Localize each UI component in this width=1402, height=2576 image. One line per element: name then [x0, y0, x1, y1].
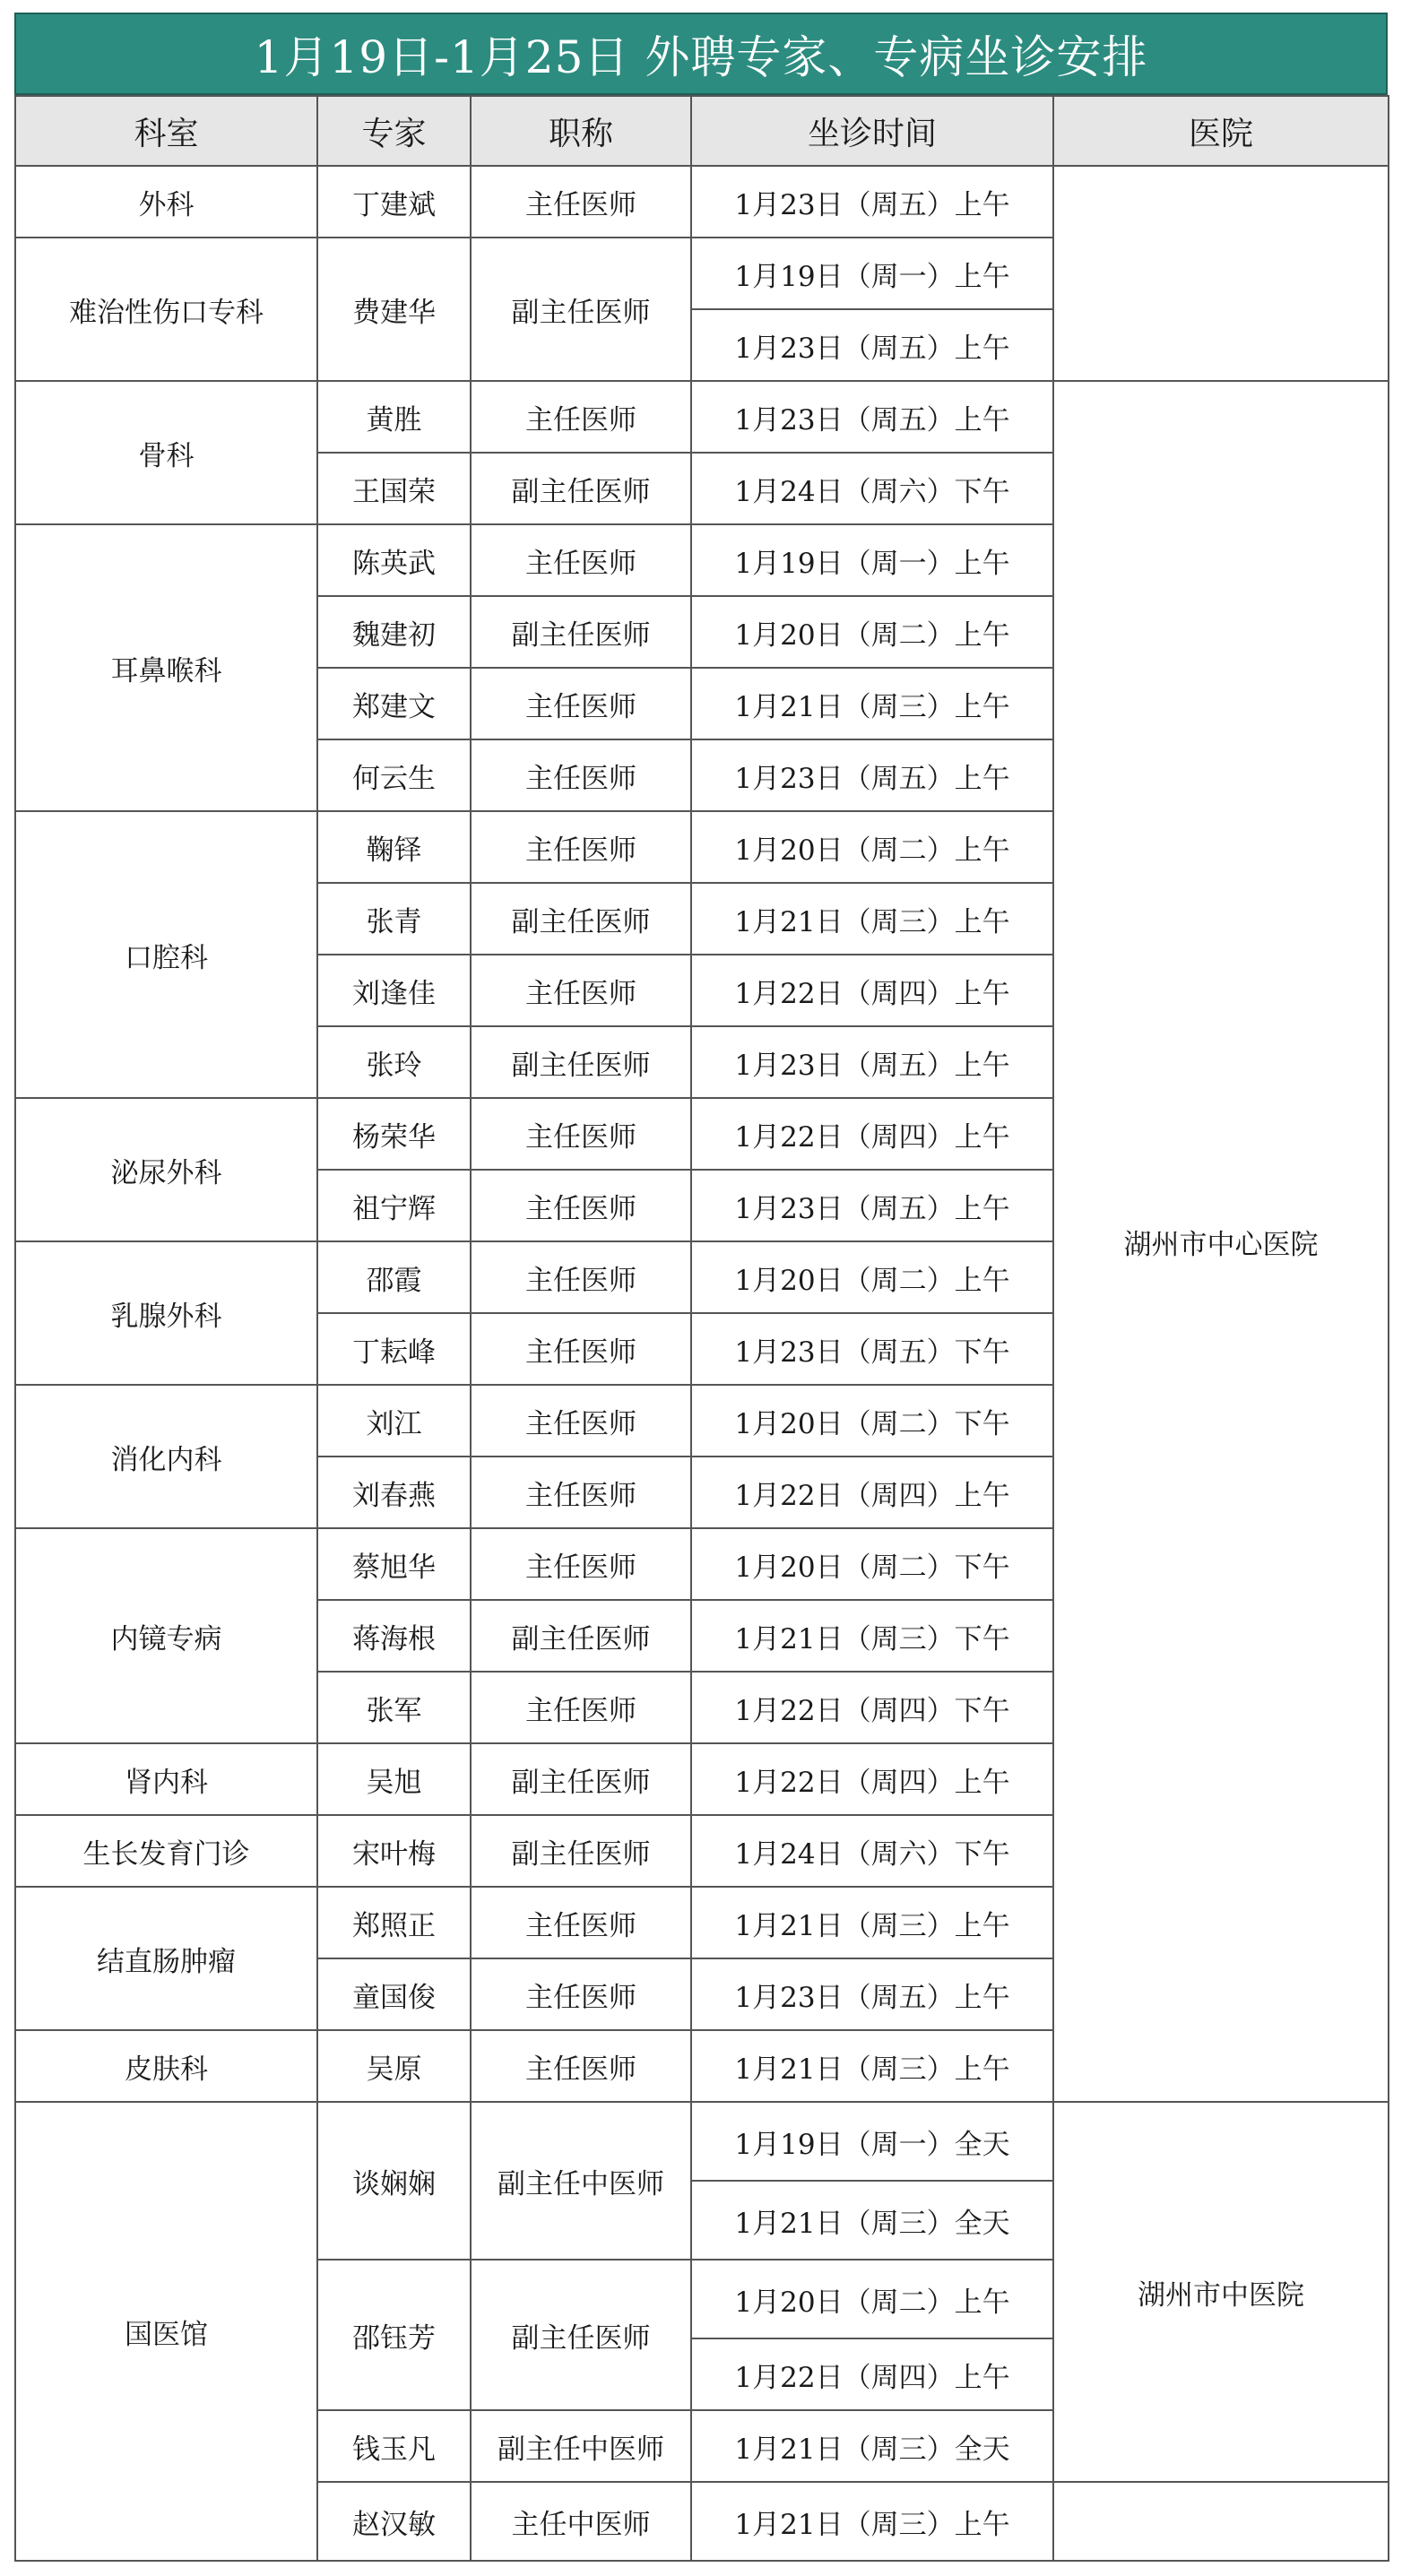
- rank-cell: 主任中医师: [471, 2482, 691, 2561]
- rank-cell: 主任医师: [471, 1528, 691, 1600]
- table-row: [15, 381, 1389, 453]
- time-cell: 1月21日（周三）上午: [691, 1887, 1053, 1958]
- time-cell: 1月23日（周五）上午: [691, 166, 1053, 238]
- time-cell: 1月23日（周五）上午: [691, 309, 1053, 381]
- dept-cell: 难治性伤口专科: [15, 238, 317, 381]
- rank-cell: 主任医师: [471, 524, 691, 596]
- time-cell: 1月20日（周二）上午: [691, 596, 1053, 668]
- rank-cell: 主任医师: [471, 381, 691, 453]
- rank-cell: 主任医师: [471, 1241, 691, 1313]
- dept-cell: 消化内科: [15, 1385, 317, 1528]
- time-cell: 1月21日（周三）全天: [691, 2410, 1053, 2482]
- time-cell: 1月19日（周一）上午: [691, 238, 1053, 309]
- time-cell: 1月20日（周二）下午: [691, 1528, 1053, 1600]
- expert-cell: 杨荣华: [317, 1098, 471, 1170]
- time-cell: 1月23日（周五）上午: [691, 1958, 1053, 2030]
- dept-cell: 耳鼻喉科: [15, 524, 317, 811]
- expert-cell: 丁耘峰: [317, 1313, 471, 1385]
- time-cell: 1月23日（周五）上午: [691, 1170, 1053, 1241]
- expert-cell: 王国荣: [317, 453, 471, 524]
- table-row: [15, 2102, 1389, 2181]
- hospital-cell-blank: [1053, 2482, 1389, 2561]
- time-cell: 1月20日（周二）上午: [691, 1241, 1053, 1313]
- rank-cell: 副主任医师: [471, 453, 691, 524]
- expert-cell: 郑照正: [317, 1887, 471, 1958]
- hospital-cell-central: 湖州市中心医院: [1053, 381, 1389, 2102]
- header-hospital: 医院: [1053, 96, 1389, 166]
- time-cell: 1月24日（周六）下午: [691, 453, 1053, 524]
- rank-cell: 副主任中医师: [471, 2102, 691, 2260]
- rank-cell: 主任医师: [471, 1098, 691, 1170]
- time-cell: 1月22日（周四）下午: [691, 1672, 1053, 1743]
- time-cell: 1月21日（周三）全天: [691, 2181, 1053, 2260]
- time-cell: 1月22日（周四）上午: [691, 1098, 1053, 1170]
- expert-cell: 刘逢佳: [317, 955, 471, 1026]
- time-cell: 1月19日（周一）全天: [691, 2102, 1053, 2181]
- rank-cell: 主任医师: [471, 1958, 691, 2030]
- dept-cell: 国医馆: [15, 2102, 317, 2561]
- rank-cell: 副主任医师: [471, 238, 691, 381]
- time-cell: 1月23日（周五）上午: [691, 1026, 1053, 1098]
- expert-cell: 赵汉敏: [317, 2482, 471, 2561]
- rank-cell: 副主任医师: [471, 2260, 691, 2410]
- rank-cell: 主任医师: [471, 2030, 691, 2102]
- time-cell: 1月22日（周四）上午: [691, 1743, 1053, 1815]
- dept-cell: 外科: [15, 166, 317, 238]
- rank-cell: 副主任医师: [471, 1026, 691, 1098]
- hospital-cell-tcm: 湖州市中医院: [1053, 2102, 1389, 2482]
- rank-cell: 副主任医师: [471, 883, 691, 955]
- dept-cell: 口腔科: [15, 811, 317, 1098]
- rank-cell: 主任医师: [471, 955, 691, 1026]
- expert-cell: 丁建斌: [317, 166, 471, 238]
- header-time: 坐诊时间: [691, 96, 1053, 166]
- time-cell: 1月22日（周四）上午: [691, 2338, 1053, 2410]
- time-cell: 1月23日（周五）下午: [691, 1313, 1053, 1385]
- time-cell: 1月21日（周三）上午: [691, 668, 1053, 739]
- page-title: 1月19日-1月25日 外聘专家、专病坐诊安排: [14, 13, 1388, 95]
- dept-cell: 泌尿外科: [15, 1098, 317, 1241]
- expert-cell: 谈娴娴: [317, 2102, 471, 2260]
- expert-cell: 祖宁辉: [317, 1170, 471, 1241]
- expert-cell: 钱玉凡: [317, 2410, 471, 2482]
- rank-cell: 主任医师: [471, 1170, 691, 1241]
- expert-cell: 吴原: [317, 2030, 471, 2102]
- rank-cell: 副主任医师: [471, 1815, 691, 1887]
- time-cell: 1月23日（周五）上午: [691, 381, 1053, 453]
- expert-cell: 费建华: [317, 238, 471, 381]
- expert-cell: 鞠铎: [317, 811, 471, 883]
- expert-cell: 何云生: [317, 739, 471, 811]
- time-cell: 1月23日（周五）上午: [691, 739, 1053, 811]
- schedule-document: [14, 13, 1388, 2563]
- schedule-table: [14, 95, 1389, 2562]
- time-cell: 1月22日（周四）上午: [691, 1457, 1053, 1528]
- expert-cell: 邵霞: [317, 1241, 471, 1313]
- rank-cell: 副主任医师: [471, 1743, 691, 1815]
- expert-cell: 吴旭: [317, 1743, 471, 1815]
- dept-cell: 肾内科: [15, 1743, 317, 1815]
- expert-cell: 蒋海根: [317, 1600, 471, 1672]
- header-dept: 科室: [15, 96, 317, 166]
- rank-cell: 主任医师: [471, 166, 691, 238]
- time-cell: 1月21日（周三）上午: [691, 2482, 1053, 2561]
- rank-cell: 主任医师: [471, 1385, 691, 1457]
- table-row: [15, 166, 1389, 238]
- dept-cell: 骨科: [15, 381, 317, 524]
- rank-cell: 主任医师: [471, 668, 691, 739]
- expert-cell: 蔡旭华: [317, 1528, 471, 1600]
- time-cell: 1月22日（周四）上午: [691, 955, 1053, 1026]
- time-cell: 1月20日（周二）上午: [691, 2260, 1053, 2338]
- expert-cell: 黄胜: [317, 381, 471, 453]
- hospital-cell-blank: [1053, 166, 1389, 381]
- expert-cell: 邵钰芳: [317, 2260, 471, 2410]
- expert-cell: 张青: [317, 883, 471, 955]
- time-cell: 1月20日（周二）下午: [691, 1385, 1053, 1457]
- expert-cell: 郑建文: [317, 668, 471, 739]
- expert-cell: 宋叶梅: [317, 1815, 471, 1887]
- dept-cell: 内镜专病: [15, 1528, 317, 1743]
- expert-cell: 张玲: [317, 1026, 471, 1098]
- time-cell: 1月19日（周一）上午: [691, 524, 1053, 596]
- rank-cell: 主任医师: [471, 1313, 691, 1385]
- rank-cell: 主任医师: [471, 811, 691, 883]
- time-cell: 1月24日（周六）下午: [691, 1815, 1053, 1887]
- expert-cell: 刘春燕: [317, 1457, 471, 1528]
- time-cell: 1月21日（周三）上午: [691, 883, 1053, 955]
- dept-cell: 结直肠肿瘤: [15, 1887, 317, 2030]
- expert-cell: 张军: [317, 1672, 471, 1743]
- expert-cell: 魏建初: [317, 596, 471, 668]
- expert-cell: 陈英武: [317, 524, 471, 596]
- header-expert: 专家: [317, 96, 471, 166]
- dept-cell: 乳腺外科: [15, 1241, 317, 1385]
- rank-cell: 副主任医师: [471, 596, 691, 668]
- header-rank: 职称: [471, 96, 691, 166]
- rank-cell: 主任医师: [471, 1672, 691, 1743]
- rank-cell: 主任医师: [471, 739, 691, 811]
- expert-cell: 童国俊: [317, 1958, 471, 2030]
- dept-cell: 生长发育门诊: [15, 1815, 317, 1887]
- time-cell: 1月21日（周三）下午: [691, 1600, 1053, 1672]
- rank-cell: 副主任医师: [471, 1600, 691, 1672]
- time-cell: 1月21日（周三）上午: [691, 2030, 1053, 2102]
- rank-cell: 主任医师: [471, 1887, 691, 1958]
- rank-cell: 主任医师: [471, 1457, 691, 1528]
- header-row: [15, 96, 1389, 166]
- rank-cell: 副主任中医师: [471, 2410, 691, 2482]
- expert-cell: 刘江: [317, 1385, 471, 1457]
- time-cell: 1月20日（周二）上午: [691, 811, 1053, 883]
- dept-cell: 皮肤科: [15, 2030, 317, 2102]
